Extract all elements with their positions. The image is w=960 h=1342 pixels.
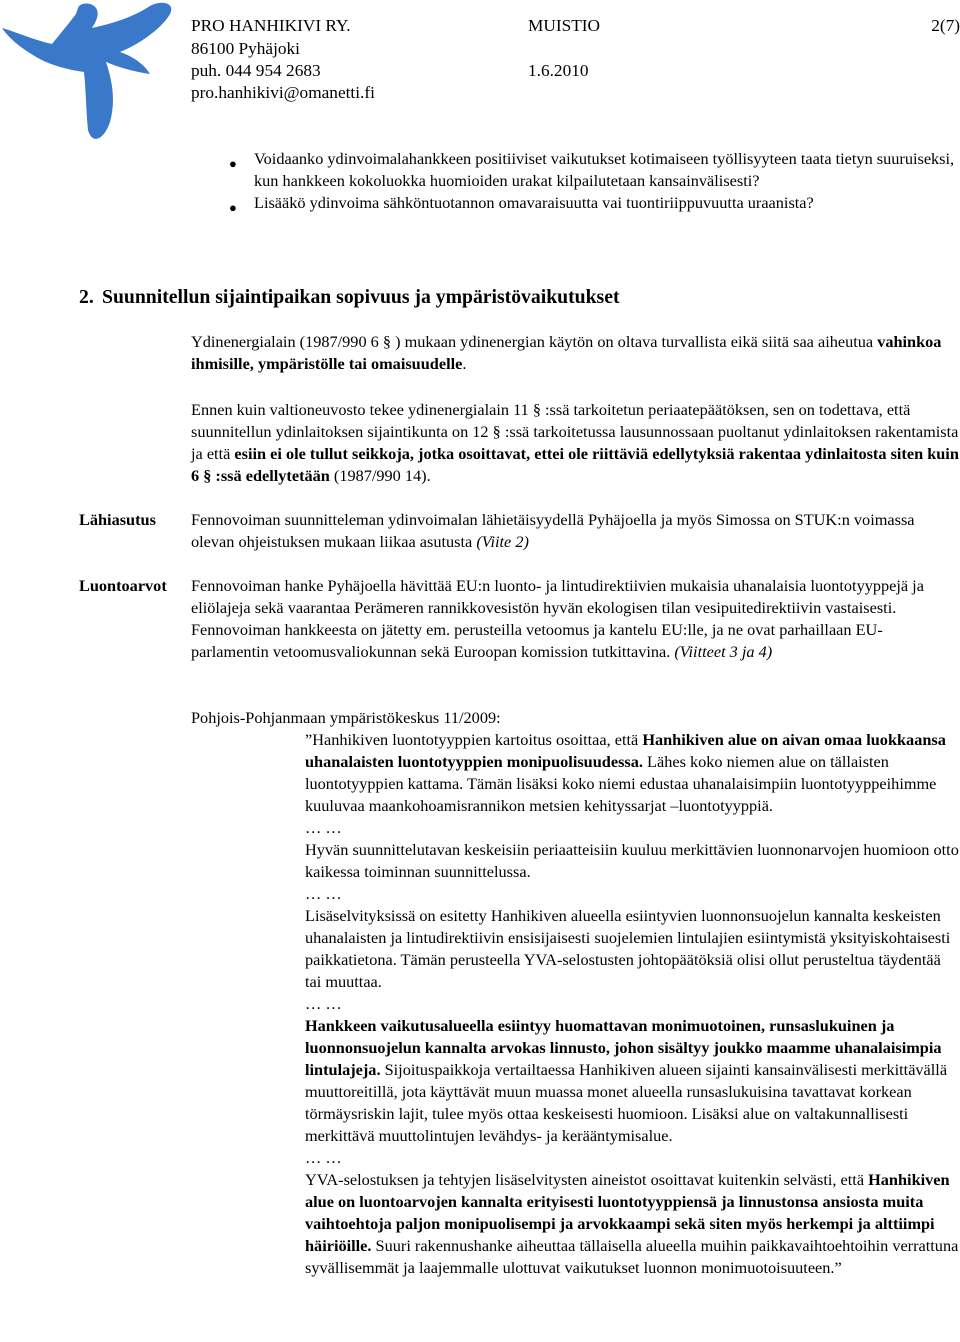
- source-line: Pohjois-Pohjanmaan ympäristökeskus 11/2009:: [191, 708, 501, 727]
- bird-logo-icon: [0, 0, 205, 145]
- doc-type: MUISTIO: [528, 16, 601, 35]
- org-name: PRO HANHIKIVI RY.: [191, 16, 351, 35]
- ellipsis: … …: [305, 994, 342, 1013]
- quote-paragraph: Hyvän suunnittelutavan keskeisiin periaatteisiin kuuluu merkittävien luonnonarvojen huomioon otto kaikessa toiminnan suunnittelussa.: [305, 840, 959, 881]
- paragraph-decision: Ennen kuin valtioneuvosto tekee ydinenergialain 11 § :ssä tarkoitetun periaatepäätöksen, sen on todettava, että suunnitellun ydinlaitoksen sijaintikunta on 12 § :ssä tarkoitetussa lausunnossaan puoltanut ydinlaitoksen rakentamista ja että esiin ei ole tullut seikkoja, jotka osoittavat, ettei ole riittäviä edellytyksiä rakentaa ydinlaitosta siten kuin 6 § :ssä edellytetään (1987/990 14).: [191, 400, 959, 485]
- address: 86100 Pyhäjoki: [191, 39, 300, 58]
- page-number: 2(7): [931, 16, 960, 35]
- quote-paragraph: Hankkeen vaikutusalueella esiintyy huomattavan monimuotoinen, runsaslukuinen ja luonnonsuojelun kannalta arvokas linnusto, johon sisältyy joukko maamme uhanalaisimpia lintulajeja. Sijoituspaikkoja vertailtaessa Hanhikiven alueen sijainti kansainvälisesti merkittävällä muuttoreitillä, jota käyttävät muun muassa monet alueella runsaslukuisina tavattavat korkean törmäysriskin lajit, tulee myös ottaa keskeisesti huomioon. Lisäksi alue on valtakunnallisesti merkittävä muuttolintujen levähdys- ja kerääntymisalue.: [305, 1016, 948, 1145]
- list-item: ● Voidaanko ydinvoimalahankkeen positiiviset vaikutukset kotimaiseen työllisyyteen taata tietyn suuruiseksi, kun hankkeen kokoluokka huomioiden urakat kilpailutetaan kansainvälisesti?: [229, 149, 955, 190]
- quote-paragraph: ”Hanhikiven luontotyyppien kartoitus osoittaa, että Hanhikiven alue on aivan omaa luokkaansa uhanalaisten luontotyyppien monipuolisuudessa. Lähes koko niemen alue on tällaisten luontotyyppien kattama. Tämän lisäksi koko niemi edustaa uhanalaisimpiin luontotyyppeihimme kuuluvaa maankohoamisrannikon metsien kehityssarjat –luontotyyppiä.: [305, 730, 946, 815]
- email: pro.hanhikivi@omanetti.fi: [191, 83, 375, 102]
- section-heading: 2. Suunnitellun sijaintipaikan sopivuus ja ympäristövaikutukset: [79, 286, 620, 308]
- quote-paragraph: YVA-selostuksen ja tehtyjen lisäselvitysten aineistot osoittavat kuitenkin selvästi, että Hanhikiven alue on luontoarvojen kannalta erityisesti luontotyyppiensä ja linnustonsa ansiosta muita vaihtoehtoja paljon monipuolisempi ja arvokkaampi sekä siten myös herkempi ja alttiimpi häiriöille. Suuri rakennushanke aiheuttaa tällaisella alueella muihin paikkavaihtoehtoihin verrattuna syvällisemmät ja laajemmalle ulottuvat vaikutukset luonnon monimuotoisuuteen.”: [305, 1170, 959, 1277]
- ellipsis: … …: [305, 884, 342, 903]
- paragraph-safety: Ydinenergialain (1987/990 6 § ) mukaan ydinenergian käytön on oltava turvallista eikä siitä saa aiheutua vahinkoa ihmisille, ympäristölle tai omaisuudelle.: [191, 332, 942, 373]
- paragraph-lahiasutus: Fennovoiman suunnitteleman ydinvoimalan lähietäisyydellä Pyhäjoella ja myös Simossa on STUK:n voimassa olevan ohjeistuksen mukaan liikaa asutusta (Viite 2): [191, 510, 915, 551]
- label-luontoarvot: Luontoarvot: [79, 576, 167, 595]
- bullet-icon: ●: [229, 200, 237, 215]
- bullet-icon: ●: [229, 156, 237, 171]
- paragraph-luontoarvot: Fennovoiman hanke Pyhäjoella hävittää EU:n luonto- ja lintudirektiivien mukaisia uhanalaisia luontotyyppejä ja eliölajeja sekä vaarantaa Perämeren rannikkovesistön hyvän ekologisen tilan vesipuitedirektiivin vastaisesti. Fennovoiman hankkeesta on jätetty em. perusteilla vetoomus ja kantelu EU:lle, ja ne ovat parhaillaan EU-parlamentin vetoomusvaliokunnan sekä Euroopan komission tutkittavina. (Viitteet 3 ja 4): [191, 576, 924, 661]
- phone: puh. 044 954 2683: [191, 61, 321, 80]
- label-lahiasutus: Lähiasutus: [79, 510, 156, 529]
- date: 1.6.2010: [528, 61, 589, 80]
- quotation: [305, 729, 960, 1279]
- ellipsis: … …: [305, 1148, 342, 1167]
- question-list: [230, 148, 960, 214]
- quote-paragraph: Lisäselvityksissä on esitetty Hanhikiven alueella esiintyvien luonnonsuojelun kannalta keskeisten uhanalaisten ja lintudirektiivin ensisijaisesti suojelemien lintulajien esiintymistä yksityiskohtaisesti paikkatietona. Tämän perusteella YVA-selostusten johtopäätöksiä olisi ollut perusteltua täydentää tai muuttaa.: [305, 906, 951, 991]
- ellipsis: … …: [305, 818, 342, 837]
- list-item: ● Lisääkö ydinvoima sähköntuotannon omavaraisuutta vai tuontiriippuvuutta uraanista?: [230, 192, 960, 214]
